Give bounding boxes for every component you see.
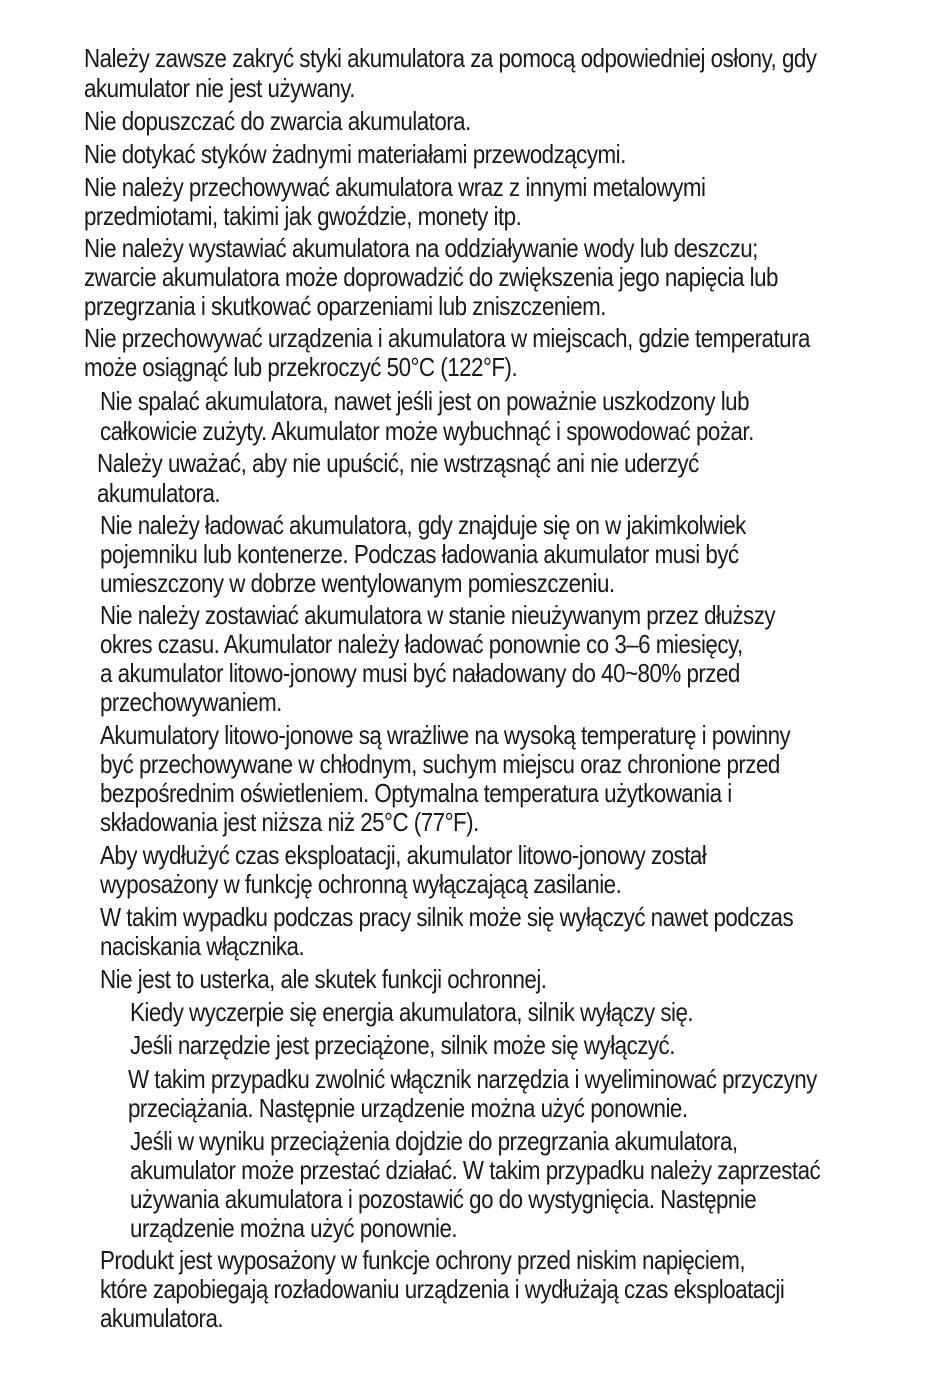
text-line: Nie przechowywać urządzenia i akumulatora w miejscach, gdzie temperatura	[84, 323, 810, 353]
text-line: Należy uważać, aby nie upuścić, nie wstrząsnąć ani nie uderzyć	[97, 448, 699, 478]
text-line: które zapobiegają rozładowaniu urządzenia i wydłużają czas eksploatacji	[100, 1274, 785, 1304]
text-line: całkowicie zużyty. Akumulator może wybuchnąć i spowodować pożar.	[100, 416, 754, 446]
text-line: Nie spalać akumulatora, nawet jeśli jest on poważnie uszkodzony lub	[100, 386, 750, 416]
text-line: wyposażony w funkcję ochronną wyłączającą zasilanie.	[100, 869, 622, 899]
text-line: W takim przypadku zwolnić włącznik narzędzia i wyeliminować przyczyny	[128, 1064, 817, 1094]
text-line: bezpośrednim oświetleniem. Optymalna temperatura użytkowania i	[100, 778, 732, 808]
text-line: Nie należy ładować akumulatora, gdy znajduje się on w jakimkolwiek	[100, 510, 746, 540]
text-line: Kiedy wyczerpie się energia akumulatora, silnik wyłączy się.	[130, 997, 694, 1027]
text-line: umieszczony w dobrze wentylowanym pomieszczeniu.	[100, 568, 615, 598]
text-line: zwarcie akumulatora może doprowadzić do zwiększenia jego napięcia lub	[84, 262, 778, 292]
text-line: akumulator może przestać działać. W takim przypadku należy zaprzestać	[130, 1155, 821, 1185]
text-line: okres czasu. Akumulator należy ładować ponownie co 3–6 miesięcy,	[100, 629, 743, 659]
text-line: akumulatora.	[97, 478, 221, 508]
text-line: przegrzania i skutkować oparzeniami lub zniszczeniem.	[84, 291, 606, 321]
text-line: urządzenie można użyć ponownie.	[130, 1213, 458, 1243]
text-line: Nie jest to usterka, ale skutek funkcji ochronnej.	[100, 964, 547, 994]
text-line: używania akumulatora i pozostawić go do wystygnięcia. Następnie	[130, 1184, 757, 1214]
text-line: Jeśli w wyniku przeciążenia dojdzie do przegrzania akumulatora,	[130, 1126, 738, 1156]
text-line: Jeśli narzędzie jest przeciążone, silnik może się wyłączyć.	[130, 1030, 675, 1060]
text-line: Nie należy wystawiać akumulatora na oddziaływanie wody lub deszczu;	[84, 233, 758, 263]
text-line: Produkt jest wyposażony w funkcje ochrony przed niskim napięciem,	[100, 1245, 746, 1275]
text-line: Nie należy zostawiać akumulatora w stanie nieużywanym przez dłuższy	[100, 600, 776, 630]
text-line: akumulator nie jest używany.	[84, 73, 355, 103]
text-line: Nie dotykać styków żadnymi materiałami przewodzącymi.	[84, 139, 626, 169]
text-line: a akumulator litowo-jonowy musi być naładowany do 40~80% przed	[100, 658, 740, 688]
text-line: składowania jest niższa niż 25°C (77°F).	[100, 807, 479, 837]
text-line: Aby wydłużyć czas eksploatacji, akumulator litowo-jonowy został	[100, 840, 707, 870]
text-line: przeciążania. Następnie urządzenie można użyć ponownie.	[128, 1093, 688, 1123]
text-line: Akumulatory litowo-jonowe są wrażliwe na wysoką temperaturę i powinny	[100, 720, 791, 750]
text-line: W takim wypadku podczas pracy silnik może się wyłączyć nawet podczas	[100, 902, 794, 932]
text-line: pojemniku lub kontenerze. Podczas ładowania akumulator musi być	[100, 539, 739, 569]
text-line: przedmiotami, takimi jak gwoździe, monety itp.	[84, 201, 522, 231]
text-line: akumulatora.	[100, 1303, 224, 1333]
text-line: Nie dopuszczać do zwarcia akumulatora.	[84, 106, 471, 136]
text-line: być przechowywane w chłodnym, suchym miejscu oraz chronione przed	[100, 749, 780, 779]
text-line: naciskania włącznika.	[100, 931, 305, 961]
text-line: może osiągnąć lub przekroczyć 50°C (122°F).	[84, 352, 518, 382]
text-line: Należy zawsze zakryć styki akumulatora za pomocą odpowiedniej osłony, gdy	[84, 43, 817, 73]
text-line: Nie należy przechowywać akumulatora wraz z innymi metalowymi	[84, 172, 706, 202]
text-line: przechowywaniem.	[100, 687, 282, 717]
